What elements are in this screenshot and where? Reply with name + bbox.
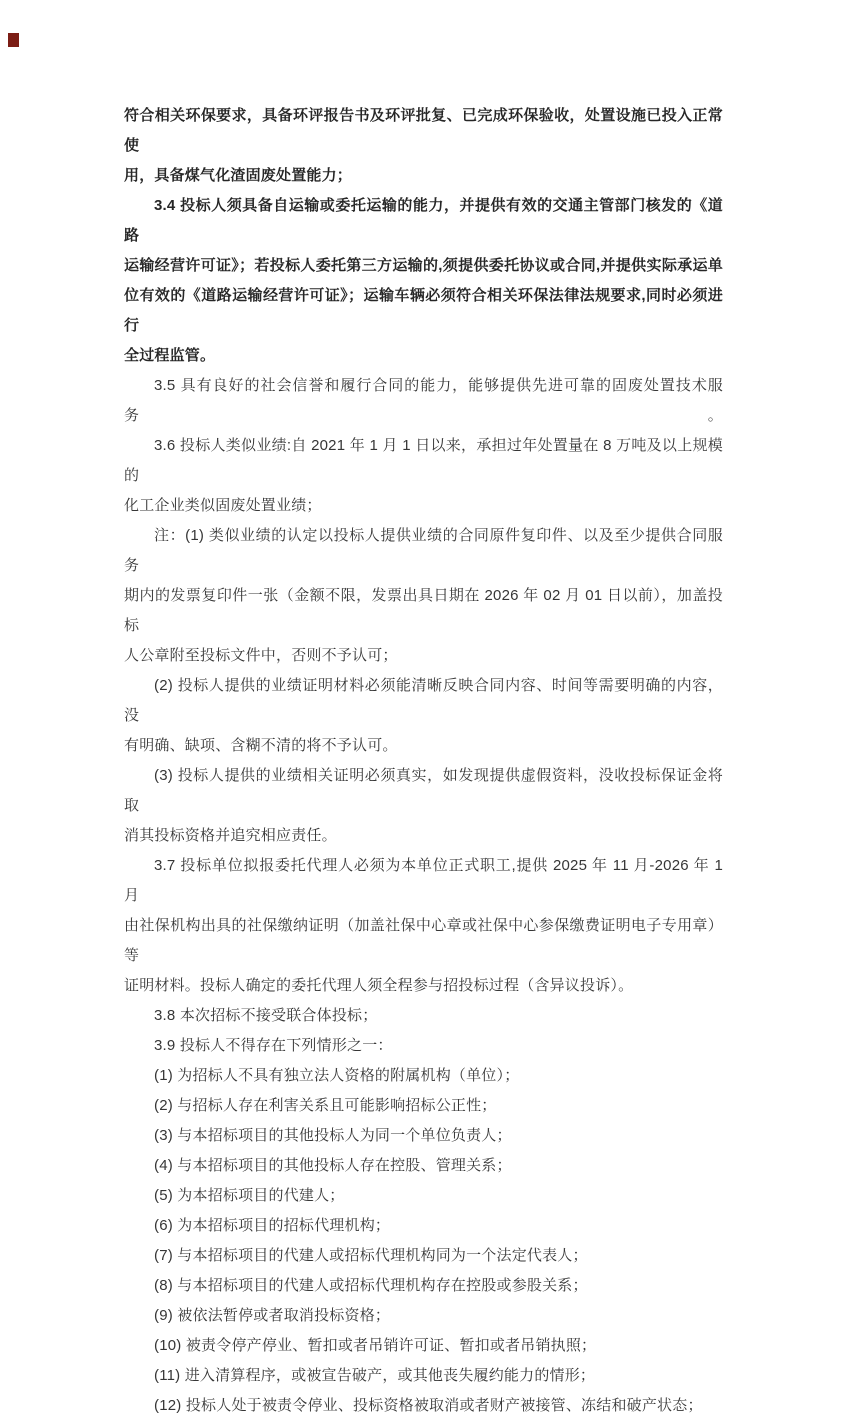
paragraph — [124, 371, 723, 431]
document-line: 3.5 具有良好的社会信誉和履行合同的能力，能够提供先进可靠的固废处置技术服务。 — [124, 377, 723, 424]
document-line: (3) 与本招标项目的其他投标人为同一个单位负责人； — [154, 1127, 512, 1144]
document-line: (3) 投标人提供的业绩相关证明必须真实，如发现提供虚假资料，没收投标保证金将取 — [124, 767, 723, 814]
document-line: 人公章附至投标文件中，否则不予认可； — [124, 647, 398, 664]
paragraph — [124, 431, 723, 521]
paragraph — [124, 1151, 723, 1181]
document-line: 3.4 投标人须具备自运输或委托运输的能力，并提供有效的交通主管部门核发的《道路 — [124, 197, 723, 244]
paragraph — [124, 1031, 723, 1061]
document-line: (2) 与招标人存在利害关系且可能影响招标公正性； — [154, 1097, 497, 1114]
document-line: 注：(1) 类似业绩的认定以投标人提供业绩的合同原件复印件、以及至少提供合同服务 — [124, 527, 723, 574]
paragraph — [124, 1271, 723, 1301]
document-line: 有明确、缺项、含糊不清的将不予认可。 — [124, 737, 398, 754]
document-content — [124, 101, 723, 1421]
document-line: 运输经营许可证》；若投标人委托第三方运输的,须提供委托协议或合同,并提供实际承运单 — [124, 257, 723, 274]
document-line: (10) 被责令停产停业、暂扣或者吊销许可证、暂扣或者吊销执照； — [154, 1337, 597, 1354]
document-line: 3.8 本次招标不接受联合体投标； — [154, 1007, 378, 1024]
document-line: 3.9 投标人不得存在下列情形之一： — [154, 1037, 393, 1054]
document-line: (6) 为本招标项目的招标代理机构； — [154, 1217, 391, 1234]
paragraph — [124, 1091, 723, 1121]
paragraph — [124, 761, 723, 851]
document-line: 3.7 投标单位拟报委托代理人必须为本单位正式职工,提供 2025 年 11 月-2026 年 1 月 — [124, 857, 723, 904]
document-line: (12) 投标人处于被责令停业、投标资格被取消或者财产被接管、冻结和破产状态； — [154, 1397, 703, 1414]
paragraph — [124, 1361, 723, 1391]
document-line: (11) 进入清算程序，或被宣告破产，或其他丧失履约能力的情形； — [154, 1367, 596, 1384]
document-line: (8) 与本招标项目的代建人或招标代理机构存在控股或参股关系； — [154, 1277, 588, 1294]
document-line: 期内的发票复印件一张（金额不限，发票出具日期在 2026 年 02 月 01 日以前），加盖投标 — [124, 587, 723, 634]
document-line: (4) 与本招标项目的其他投标人存在控股、管理关系； — [154, 1157, 512, 1174]
document-line: (2) 投标人提供的业绩证明材料必须能清晰反映合同内容、时间等需要明确的内容，没 — [124, 677, 723, 724]
paragraph — [124, 671, 723, 761]
document-line: (9) 被依法暂停或者取消投标资格； — [154, 1307, 391, 1324]
paragraph — [124, 851, 723, 1001]
paragraph — [124, 1391, 723, 1421]
document-line: (7) 与本招标项目的代建人或招标代理机构同为一个法定代表人； — [154, 1247, 588, 1264]
document-line: 全过程监管。 — [124, 347, 216, 364]
paragraph — [124, 1241, 723, 1271]
paragraph — [124, 101, 723, 191]
paragraph — [124, 521, 723, 671]
document-line: 符合相关环保要求，具备环评报告书及环评批复、已完成环保验收，处置设施已投入正常使 — [124, 107, 723, 154]
scan-artifact-mark — [8, 33, 19, 47]
paragraph — [124, 1121, 723, 1151]
paragraph — [124, 1301, 723, 1331]
paragraph — [124, 1061, 723, 1091]
document-line: 用，具备煤气化渣固废处置能力； — [124, 167, 353, 184]
document-line: 证明材料。投标人确定的委托代理人须全程参与招投标过程（含异议投诉）。 — [124, 977, 634, 994]
document-line: (5) 为本招标项目的代建人； — [154, 1187, 345, 1204]
paragraph — [124, 1181, 723, 1211]
paragraph — [124, 1331, 723, 1361]
document-line: 化工企业类似固废处置业绩； — [124, 497, 322, 514]
document-line: (1) 为招标人不具有独立法人资格的附属机构（单位）； — [154, 1067, 520, 1084]
document-line: 3.6 投标人类似业绩:自 2021 年 1 月 1 日以来，承担过年处置量在 8 万吨及以上规模的 — [124, 437, 723, 484]
paragraph — [124, 1001, 723, 1031]
paragraph — [124, 191, 723, 371]
document-line: 消其投标资格并追究相应责任。 — [124, 827, 337, 844]
document-line: 位有效的《道路运输经营许可证》；运输车辆必须符合相关环保法律法规要求,同时必须进行 — [124, 287, 723, 334]
paragraph — [124, 1211, 723, 1241]
document-line: 由社保机构出具的社保缴纳证明（加盖社保中心章或社保中心参保缴费证明电子专用章）等 — [124, 917, 723, 964]
